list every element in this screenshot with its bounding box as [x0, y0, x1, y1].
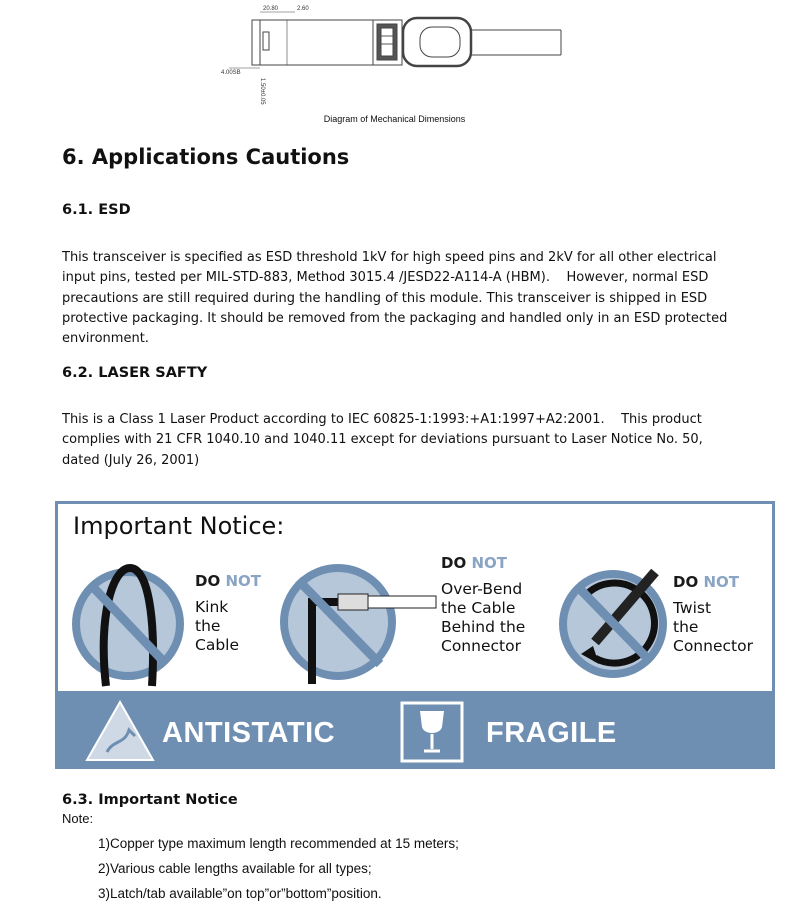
important-heading: 6.3. Important Notice	[62, 792, 238, 808]
notice-title: Important Notice:	[73, 512, 285, 540]
dim-label: 20.80	[263, 6, 279, 12]
dont-label: DO NOT	[441, 554, 507, 572]
no-kink-icon	[68, 558, 192, 688]
dont-label: DO NOT	[673, 573, 739, 591]
figure-caption: Diagram of Mechanical Dimensions	[323, 114, 466, 124]
esd-paragraph: This transceiver is specified as ESD threshold 1kV for high speed pins and 2kV for all other electrical input pins, tested per MIL-STD-883, Method 3015.4 /JESD22-A114-A (HBM). However, normal ESD precautions are still required during the handling of this module. This transceiver is shipped in ESD protective packaging. It should be removed from the packaging and handled only in an ESD protected environment.	[62, 250, 732, 347]
laser-paragraph: This is a Class 1 Laser Product according to IEC 60825-1:1993:+A1:1997+A2:2001. This product complies with 21 CFR 1040.10 and 1040.11 except for deviations pursuant to Laser Notice No. 50, dated (July 26, 2001)	[62, 412, 707, 468]
note-label: Note:	[62, 811, 94, 826]
list-item: 2)Various cable lengths available for all types;	[98, 861, 372, 876]
dim-label: 4.00SB	[221, 70, 241, 76]
section-title: 6. Applications Cautions	[62, 145, 350, 169]
list-item: 3)Latch/tab available”on top”or”bottom”position.	[98, 886, 382, 901]
no-overbend-icon	[276, 552, 444, 684]
dim-label: 2.60	[297, 6, 309, 12]
no-twist-icon	[555, 562, 671, 682]
advice-text: Twist the Connector	[673, 599, 753, 655]
list-item: 1)Copper type maximum length recommended at 15 meters;	[98, 836, 459, 851]
laser-heading: 6.2. LASER SAFTY	[62, 365, 208, 381]
dim-label: 1.50±0.05	[259, 78, 265, 105]
esd-warning-icon	[85, 700, 155, 762]
advice-text: Kink the Cable	[195, 598, 240, 654]
antistatic-label: ANTISTATIC	[162, 717, 336, 749]
advice-text: Over-Bend the Cable Behind the Connector	[441, 580, 526, 655]
fragile-glass-icon	[400, 701, 464, 763]
dont-label: DO NOT	[195, 572, 261, 590]
fragile-label: FRAGILE	[486, 717, 617, 749]
esd-heading: 6.1. ESD	[62, 202, 131, 218]
mechanical-drawing	[215, 0, 575, 108]
